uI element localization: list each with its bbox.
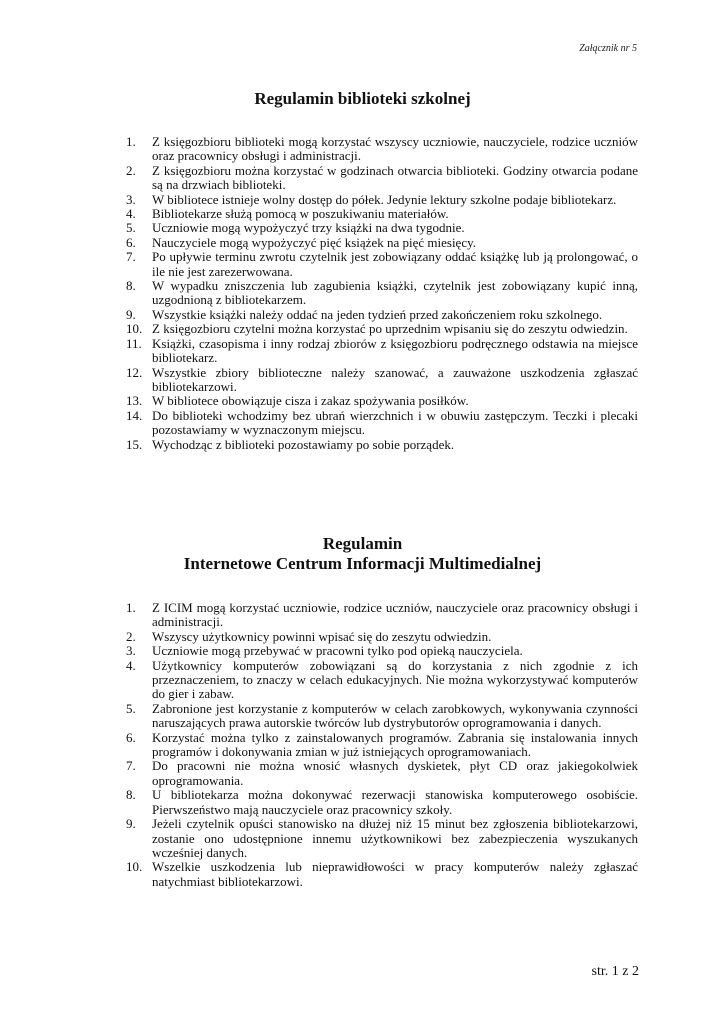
list-item: 7. Do pracowni nie można wnosić własnych dyskietek, płyt CD oraz jakiegokolwiek oprogramowania. (126, 758, 638, 788)
list-item: 2. Z księgozbioru można korzystać w godzinach otwarcia biblioteki. Godziny otwarcia podane są na drzwiach biblioteki. (126, 162, 638, 193)
list-item-text: Wszelkie uszkodzenia lub nieprawidłowości w pracy komputerów należy zgłaszać natychmiast bibliotekarzowi. (152, 859, 638, 889)
list-item-text: Po upływie terminu zwrotu czytelnik jest zobowiązany oddać książkę lub ją prolongować, o ile nie jest zarezerwowana. (152, 249, 638, 279)
list-item-text: Wszyscy użytkownicy powinni wpisać się do zeszytu odwiedzin. (152, 628, 492, 644)
list-item: 1. Z księgozbioru biblioteki mogą korzystać wszyscy uczniowie, nauczyciele, rodzice uczniów oraz pracownicy obsługi i administracji. (126, 134, 638, 164)
list-item: 3. W bibliotece istnieje wolny dostęp do półek. Jedynie lektury szkolne podaje bibliotekarz. (126, 193, 638, 207)
list-item-text: Z księgozbioru czytelni można korzystać po uprzednim wpisaniu się do zeszytu odwiedzin. (152, 321, 628, 337)
list-item-text: Wychodząc z biblioteki pozostawiamy po sobie porządek. (152, 436, 455, 452)
list-item: 4. Bibliotekarze służą pomocą w poszukiwaniu materiałów. (126, 207, 638, 221)
list-item-text: Wszystkie zbiory biblioteczne należy szanować, a zauważone uszkodzenia zgłaszać bibliotekarzowi. (152, 364, 638, 394)
list-item: 14. Do biblioteki wchodzimy bez ubrań wierzchnich i w obuwiu zastępczym. Teczki i plecaki pozostawiamy w wyznaczonym miejscu. (126, 407, 638, 438)
library-rules-title: Regulamin biblioteki szkolnej (254, 89, 471, 108)
list-item-text: Uczniowie mogą przebywać w pracowni tylko pod opieką nauczyciela. (152, 643, 523, 659)
library-rules-list (126, 135, 638, 452)
icim-rules-title: Regulamin (322, 534, 403, 553)
icim-rules-list (126, 601, 638, 889)
list-item: 1. Z ICIM mogą korzystać uczniowie, rodzice uczniów, nauczyciele oraz pracownicy obsługi i administracji. (126, 600, 638, 630)
list-item: 6. Nauczyciele mogą wypożyczyć pięć książek na pięć miesięcy. (126, 236, 638, 250)
list-item: 5. Zabronione jest korzystanie z komputerów w celach zarobkowych, wykonywania czynności naruszających prawa autorskie twórców lub dystrybutorów oprogramowania i danych. (126, 700, 638, 731)
list-item-text: Zabronione jest korzystanie z komputerów w celach zarobkowych, wykonywania czynności naruszających prawa autorskie twórców lub dystrybutorów oprogramowania i danych. (152, 700, 638, 731)
list-item: 13. W bibliotece obowiązuje cisza i zakaz spożywania posiłków. (126, 394, 638, 408)
list-item-text: Do biblioteki wchodzimy bez ubrań wierzchnich i w obuwiu zastępczym. Teczki i plecaki pozostawiamy w wyznaczonym miejscu. (152, 407, 638, 438)
list-item-text: Z księgozbioru można korzystać w godzinach otwarcia biblioteki. Godziny otwarcia podane są na drzwiach biblioteki. (152, 162, 638, 193)
list-item: 9. Jeżeli czytelnik opuści stanowisko na dłużej niż 15 minut bez zgłoszenia bibliotekarzowi, zostanie ono udostępnione innemu użytkownikowi bez zabezpieczenia wyszukanych wcześniej danych. (126, 816, 638, 860)
list-item-text: Nauczyciele mogą wypożyczyć pięć książek na pięć miesięcy. (152, 234, 476, 250)
list-item: 3. Uczniowie mogą przebywać w pracowni tylko pod opieką nauczyciela. (126, 644, 638, 658)
list-item-text: Z księgozbioru biblioteki mogą korzystać wszyscy uczniowie, nauczyciele, rodzice uczniów oraz pracownicy obsługi i administracji. (152, 134, 638, 164)
list-item: 2. Wszyscy użytkownicy powinni wpisać się do zeszytu odwiedzin. (126, 630, 638, 644)
icim-rules-subtitle: Internetowe Centrum Informacji Multimedialnej (183, 554, 542, 573)
list-item-text: Książki, czasopisma i inny rodzaj zbiorów z księgozbioru podręcznego odstawia na miejsce bibliotekarz. (152, 335, 638, 366)
list-item-text: Bibliotekarze służą pomocą w poszukiwaniu materiałów. (152, 206, 449, 222)
page-number: str. 1 z 2 (591, 964, 639, 979)
list-item-text: W bibliotece istnieje wolny dostęp do półek. Jedynie lektury szkolne podaje bibliotekarz. (152, 191, 617, 207)
list-item: 4. Użytkownicy komputerów zobowiązani są do korzystania z nich zgodnie z ich przeznaczeniem, to znaczy w celach edukacyjnych. Nie można wykorzystywać komputerów do gier i zabaw. (126, 657, 638, 702)
list-item: 7. Po upływie terminu zwrotu czytelnik jest zobowiązany oddać książkę lub ją prolongować, o ile nie jest zarezerwowana. (126, 249, 638, 279)
list-item: 9. Wszystkie książki należy oddać na jeden tydzień przed zakończeniem roku szkolnego. (126, 308, 638, 322)
list-item-text: W wypadku zniszczenia lub zagubienia książki, czytelnik jest zobowiązany kupić inną, uzgodnioną z bibliotekarzem. (152, 278, 638, 308)
list-item: 11. Książki, czasopisma i inny rodzaj zbiorów z księgozbioru podręcznego odstawia na miejsce bibliotekarz. (126, 335, 638, 366)
list-item-text: Wszystkie książki należy oddać na jeden tydzień przed zakończeniem roku szkolnego. (152, 306, 603, 322)
list-item-text: Do pracowni nie można wnosić własnych dyskietek, płyt CD oraz jakiegokolwiek oprogramowania. (152, 758, 638, 788)
list-item: 10. Wszelkie uszkodzenia lub nieprawidłowości w pracy komputerów należy zgłaszać natychmiast bibliotekarzowi. (126, 859, 638, 889)
list-item: 12. Wszystkie zbiory biblioteczne należy szanować, a zauważone uszkodzenia zgłaszać bibliotekarzowi. (126, 364, 638, 394)
list-item: 10. Z księgozbioru czytelni można korzystać po uprzednim wpisaniu się do zeszytu odwiedzin. (126, 322, 638, 336)
list-item: 8. W wypadku zniszczenia lub zagubienia książki, czytelnik jest zobowiązany kupić inną, uzgodnioną z bibliotekarzem. (126, 278, 638, 308)
list-item: 6. Korzystać można tylko z zainstalowanych programów. Zabrania się instalowania innych programów i dokonywania zmian w już istniejących oprogramowaniach. (126, 729, 638, 760)
list-item: 8. U bibliotekarza można dokonywać rezerwacji stanowiska komputerowego osobiście. Pierwszeństwo mają nauczyciele oraz pracownicy szkoły. (126, 787, 638, 817)
list-item-text: Z ICIM mogą korzystać uczniowie, rodzice uczniów, nauczyciele oraz pracownicy obsługi i administracji. (152, 600, 638, 630)
attachment-label: Załącznik nr 5 (579, 43, 637, 54)
list-item: 15. Wychodząc z biblioteki pozostawiamy po sobie porządek. (126, 438, 638, 452)
list-item-text: U bibliotekarza można dokonywać rezerwacji stanowiska komputerowego osobiście. Pierwszeństwo mają nauczyciele oraz pracownicy szkoły. (152, 787, 638, 817)
list-item-text: W bibliotece obowiązuje cisza i zakaz spożywania posiłków. (152, 393, 469, 409)
list-item-text: Użytkownicy komputerów zobowiązani są do korzystania z nich zgodnie z ich przeznaczeniem, to znaczy w celach edukacyjnych. Nie można wykorzystywać komputerów do gier i zabaw. (152, 657, 638, 702)
list-item-text: Jeżeli czytelnik opuści stanowisko na dłużej niż 15 minut bez zgłoszenia bibliotekarzowi, zostanie ono udostępnione innemu użytkownikowi bez zabezpieczenia wyszukanych wcześniej danych. (152, 816, 638, 860)
list-item-text: Korzystać można tylko z zainstalowanych programów. Zabrania się instalowania innych programów i dokonywania zmian w już istniejących oprogramowaniach. (152, 729, 638, 760)
list-item: 5. Uczniowie mogą wypożyczyć trzy książki na dwa tygodnie. (126, 221, 638, 235)
list-item-text: Uczniowie mogą wypożyczyć trzy książki na dwa tygodnie. (152, 220, 465, 236)
